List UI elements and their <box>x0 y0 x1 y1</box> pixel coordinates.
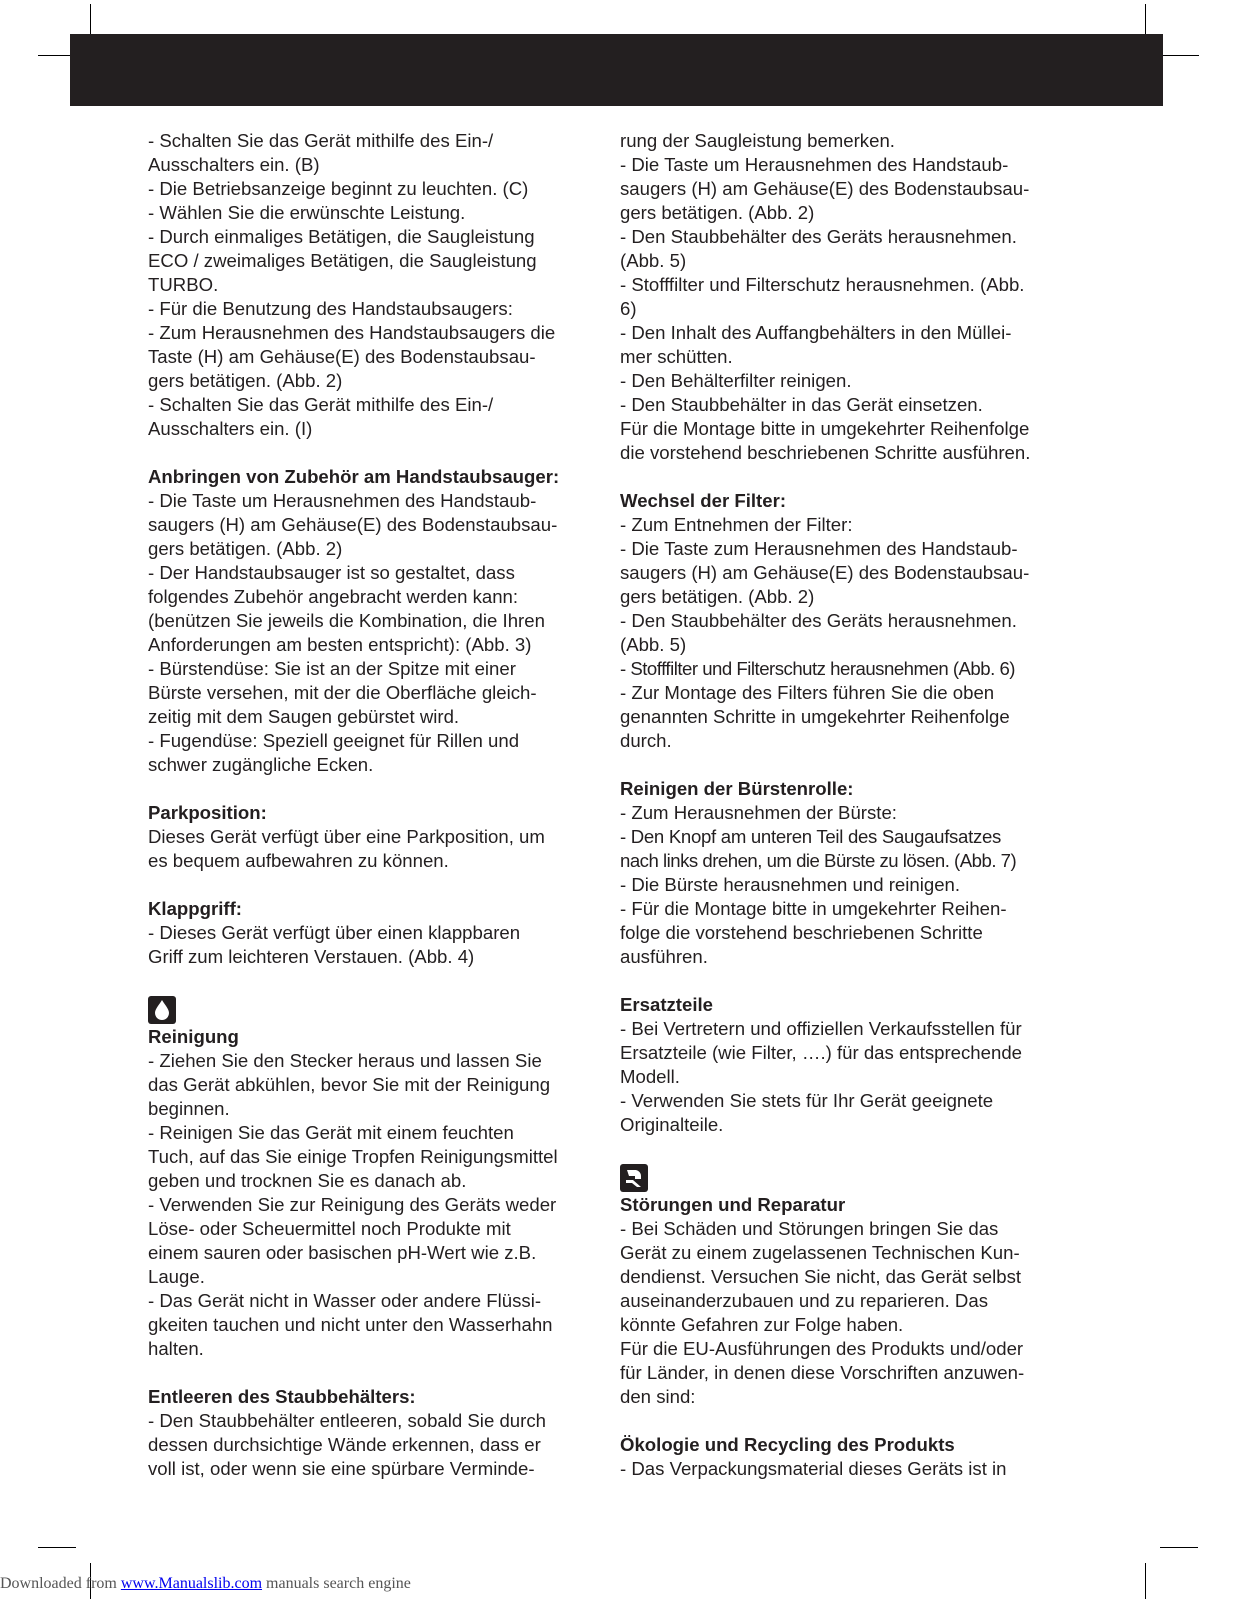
text-line: - Für die Benutzung des Handstaubsaugers: <box>148 298 513 319</box>
footer-suffix: manuals search engine <box>262 1575 411 1592</box>
text-line: - Die Taste zum Herausnehmen des Handstaub- <box>620 538 1018 559</box>
text-line: ausführen. <box>620 946 708 967</box>
crop-mark <box>1160 1547 1198 1548</box>
spacer <box>148 969 598 993</box>
text-line: - Zum Herausnehmen des Handstaubsaugers die <box>148 322 556 343</box>
text-line: - Den Staubbehälter in das Gerät einsetzen. <box>620 394 983 415</box>
text-line: Griff zum leichteren Verstauen. (Abb. 4) <box>148 946 475 967</box>
text-line: den sind: <box>620 1386 696 1407</box>
text-line: - Die Taste um Herausnehmen des Handstaub- <box>148 490 537 511</box>
text-line: - Verwenden Sie stets für Ihr Gerät geeignete <box>620 1090 994 1111</box>
spacer <box>620 1409 1070 1433</box>
section-heading-klappgriff: Klappgriff: <box>148 898 242 919</box>
text-line: Lauge. <box>148 1266 205 1287</box>
text-line: das Gerät abkühlen, bevor Sie mit der Reinigung <box>148 1074 551 1095</box>
text-line: - Das Gerät nicht in Wasser oder andere Flüssi- <box>148 1290 542 1311</box>
text-line: - Der Handstaubsauger ist so gestaltet, dass <box>148 562 515 583</box>
text-line: Für die EU-Ausführungen des Produkts und/oder <box>620 1338 1024 1359</box>
text-line: - Wählen Sie die erwünschte Leistung. <box>148 202 466 223</box>
text-line: halten. <box>148 1338 204 1359</box>
text-line: ECO / zweimaliges Betätigen, die Saugleistung <box>148 250 537 271</box>
crop-mark <box>38 55 74 56</box>
text-line: könnte Gefahren zur Folge haben. <box>620 1314 904 1335</box>
text-line: TURBO. <box>148 274 219 295</box>
text-line: - Den Behälterfilter reinigen. <box>620 370 852 391</box>
spacer <box>620 465 1070 489</box>
text-line: beginnen. <box>148 1098 230 1119</box>
section-heading-oekologie: Ökologie und Recycling des Produkts <box>620 1434 955 1455</box>
spacer <box>620 1137 1070 1161</box>
spacer <box>620 969 1070 993</box>
text-line: (Abb. 5) <box>620 250 687 271</box>
text-line: nach links drehen, um die Bürste zu lösen. (Abb. 7) <box>620 850 1017 871</box>
spacer <box>620 753 1070 777</box>
section-heading-entleeren: Entleeren des Staubbehälters: <box>148 1386 416 1407</box>
download-footer <box>0 1575 411 1593</box>
text-line: rung der Saugleistung bemerken. <box>620 130 895 151</box>
text-line: - Reinigen Sie das Gerät mit einem feuchten <box>148 1122 514 1143</box>
text-line: gers betätigen. (Abb. 2) <box>620 586 815 607</box>
text-line: - Fugendüse: Speziell geeignet für Rillen und <box>148 730 520 751</box>
text-line: - Verwenden Sie zur Reinigung des Geräts weder <box>148 1194 557 1215</box>
text-line: folge die vorstehend beschriebenen Schritte <box>620 922 983 943</box>
section-heading-ersatzteile: Ersatzteile <box>620 994 714 1015</box>
crop-mark <box>1145 1563 1146 1599</box>
text-line: Gerät zu einem zugelassenen Technischen Kun- <box>620 1242 1020 1263</box>
text-line: einem sauren oder basischen pH-Wert wie z.B. <box>148 1242 537 1263</box>
text-line: genannten Schritte in umgekehrter Reihenfolge <box>620 706 1010 727</box>
section-heading-parkposition: Parkposition: <box>148 802 267 823</box>
text-line: zeitig mit dem Saugen gebürstet wird. <box>148 706 460 727</box>
text-line: Ersatzteile (wie Filter, ….) für das entsprechende <box>620 1042 1022 1063</box>
text-line: - Durch einmaliges Betätigen, die Saugleistung <box>148 226 535 247</box>
text-line: Tuch, auf das Sie einige Tropfen Reinigungsmittel <box>148 1146 558 1167</box>
spacer <box>148 441 598 465</box>
section-heading-buerstenrolle: Reinigen der Bürstenrolle: <box>620 778 854 799</box>
text-line: saugers (H) am Gehäuse(E) des Bodenstaubsau- <box>620 178 1030 199</box>
text-line: - Bei Vertretern und offiziellen Verkaufsstellen für <box>620 1018 1022 1039</box>
text-line: Dieses Gerät verfügt über eine Parkposition, um <box>148 826 545 847</box>
crop-mark <box>1163 55 1199 56</box>
text-line: es bequem aufbewahren zu können. <box>148 850 449 871</box>
text-line: geben und trocknen Sie es danach ab. <box>148 1170 467 1191</box>
text-line: Originalteile. <box>620 1114 724 1135</box>
text-line: Taste (H) am Gehäuse(E) des Bodenstaubsau- <box>148 346 536 367</box>
spacer <box>148 777 598 801</box>
text-line: - Für die Montage bitte in umgekehrter Reihen- <box>620 898 1007 919</box>
text-line: - Die Betriebsanzeige beginnt zu leuchten. (C) <box>148 178 529 199</box>
water-drop-icon <box>148 996 176 1024</box>
text-line: dendienst. Versuchen Sie nicht, das Gerät selbst <box>620 1266 1022 1287</box>
text-line: dessen durchsichtige Wände erkennen, dass er <box>148 1434 541 1455</box>
text-line: - Die Taste um Herausnehmen des Handstaub- <box>620 154 1009 175</box>
text-line: (benützen Sie jeweils die Kombination, die Ihren <box>148 610 545 631</box>
text-line: Löse- oder Scheuermittel noch Produkte mit <box>148 1218 511 1239</box>
text-line: auseinanderzubauen und zu reparieren. Das <box>620 1290 988 1311</box>
right-column <box>620 129 1070 1481</box>
text-line: - Die Bürste herausnehmen und reinigen. <box>620 874 961 895</box>
text-line: - Stofffilter und Filterschutz herausnehmen (Abb. 6) <box>620 658 1015 679</box>
text-line: gers betätigen. (Abb. 2) <box>148 538 343 559</box>
spacer <box>148 873 598 897</box>
text-line: durch. <box>620 730 672 751</box>
section-heading-zubehoer: Anbringen von Zubehör am Handstaubsauger: <box>148 466 560 487</box>
text-line: Bürste versehen, mit der die Oberfläche gleich- <box>148 682 537 703</box>
section-heading-reinigung: Reinigung <box>148 1026 239 1047</box>
page-header-bar <box>70 34 1163 106</box>
text-line: - Ziehen Sie den Stecker heraus und lassen Sie <box>148 1050 542 1071</box>
text-line: 6) <box>620 298 637 319</box>
section-heading-stoerungen: Störungen und Reparatur <box>620 1194 846 1215</box>
text-line: - Schalten Sie das Gerät mithilfe des Ein-/ <box>148 394 494 415</box>
text-line: die vorstehend beschriebenen Schritte ausführen. <box>620 442 1031 463</box>
text-line: saugers (H) am Gehäuse(E) des Bodenstaubsau- <box>620 562 1030 583</box>
text-line: Modell. <box>620 1066 680 1087</box>
text-line: (Abb. 5) <box>620 634 687 655</box>
text-line: - Den Knopf am unteren Teil des Saugaufsatzes <box>620 826 1001 847</box>
manualslib-link[interactable]: www.Manualslib.com <box>120 1575 263 1592</box>
text-line: - Das Verpackungsmaterial dieses Geräts ist in <box>620 1458 1007 1479</box>
left-column <box>148 129 598 1481</box>
text-line: - Zum Entnehmen der Filter: <box>620 514 853 535</box>
section-heading-filterwechsel: Wechsel der Filter: <box>620 490 787 511</box>
text-line: saugers (H) am Gehäuse(E) des Bodenstaubsau- <box>148 514 558 535</box>
text-line: gers betätigen. (Abb. 2) <box>620 202 815 223</box>
text-line: Ausschalters ein. (B) <box>148 154 320 175</box>
text-line: - Den Staubbehälter entleeren, sobald Sie durch <box>148 1410 546 1431</box>
text-line: - Dieses Gerät verfügt über einen klappbaren <box>148 922 521 943</box>
text-line: - Zur Montage des Filters führen Sie die oben <box>620 682 995 703</box>
text-line: - Den Inhalt des Auffangbehälters in den Müllei- <box>620 322 1012 343</box>
crop-mark <box>38 1547 76 1548</box>
text-line: gkeiten tauchen und nicht unter den Wasserhahn <box>148 1314 553 1335</box>
wrench-icon <box>620 1164 648 1192</box>
text-line: folgendes Zubehör angebracht werden kann: <box>148 586 519 607</box>
text-line: - Stofffilter und Filterschutz herausnehmen. (Abb. <box>620 274 1025 295</box>
text-line: - Zum Herausnehmen der Bürste: <box>620 802 897 823</box>
text-line: Anforderungen am besten entspricht): (Abb. 3) <box>148 634 532 655</box>
text-line: voll ist, oder wenn sie eine spürbare Verminde- <box>148 1458 535 1479</box>
text-line: - Bei Schäden und Störungen bringen Sie das <box>620 1218 999 1239</box>
text-line: Ausschalters ein. (I) <box>148 418 313 439</box>
text-line: für Länder, in denen diese Vorschriften anzuwen- <box>620 1362 1025 1383</box>
text-line: gers betätigen. (Abb. 2) <box>148 370 343 391</box>
text-line: schwer zugängliche Ecken. <box>148 754 374 775</box>
text-line: Für die Montage bitte in umgekehrter Reihenfolge <box>620 418 1030 439</box>
text-line: - Den Staubbehälter des Geräts herausnehmen. <box>620 610 1017 631</box>
text-line: mer schütten. <box>620 346 733 367</box>
text-line: - Schalten Sie das Gerät mithilfe des Ein-/ <box>148 130 494 151</box>
footer-prefix: Downloaded from <box>0 1575 121 1592</box>
text-line: - Den Staubbehälter des Geräts herausnehmen. <box>620 226 1017 247</box>
spacer <box>148 1361 598 1385</box>
text-line: - Bürstendüse: Sie ist an der Spitze mit einer <box>148 658 516 679</box>
